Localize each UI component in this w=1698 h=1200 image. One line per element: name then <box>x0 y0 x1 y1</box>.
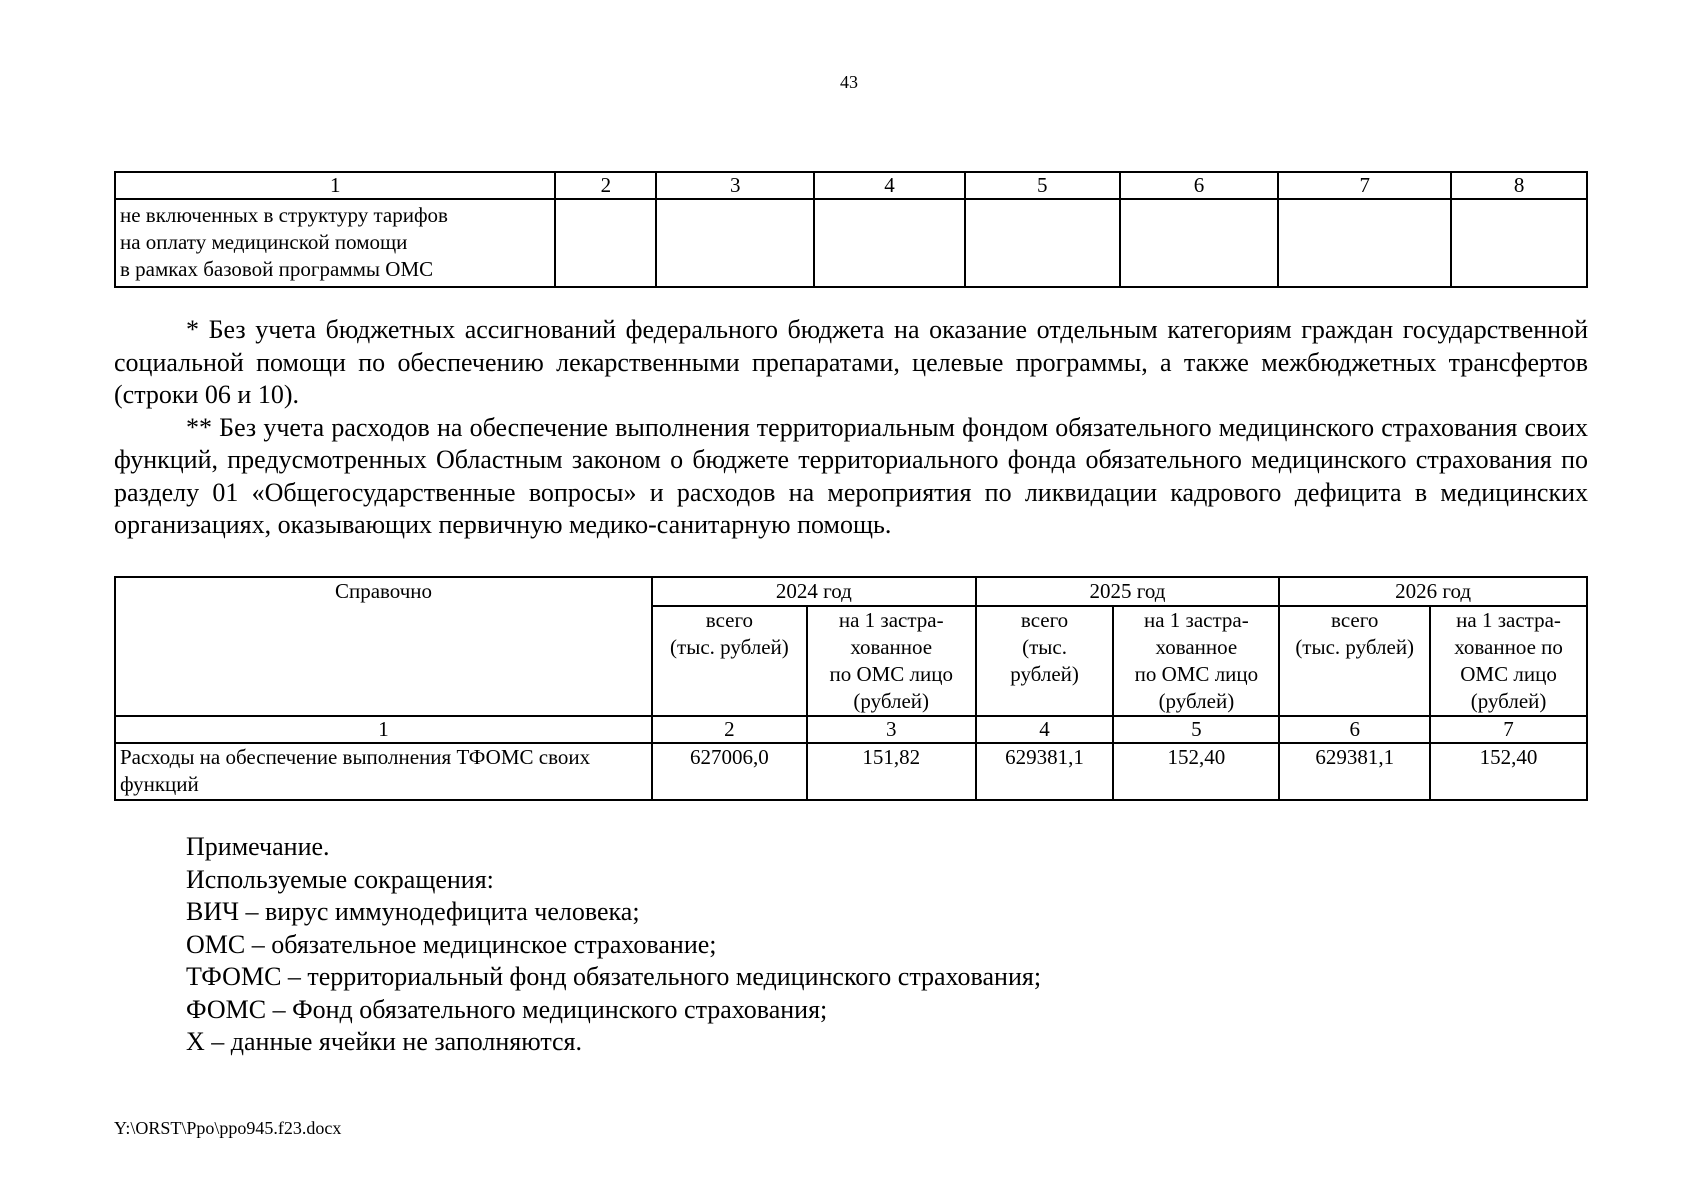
abbreviation-item: ТФОМС – территориальный фонд обязательного медицинского страхования; <box>186 962 1042 991</box>
empty-cell <box>1120 199 1279 287</box>
empty-cell <box>1278 199 1451 287</box>
subheader-per-insured: на 1 застра- хованное по ОМС лицо (рублей) <box>807 606 976 716</box>
value-cell: 152,40 <box>1430 743 1587 800</box>
value-cell: 627006,0 <box>652 743 807 800</box>
column-index-row <box>115 716 1587 743</box>
file-path: Y:\ORST\Ppo\ppo945.f23.docx <box>114 1118 342 1138</box>
value-cell: 151,82 <box>807 743 976 800</box>
column-index: 3 <box>656 172 814 199</box>
column-index: 5 <box>965 172 1120 199</box>
reference-title: Справочно <box>115 577 652 716</box>
year-header-2026: 2026 год <box>1279 577 1587 606</box>
abbreviation-item: ВИЧ – вирус иммунодефицита человека; <box>186 897 640 926</box>
empty-cell <box>814 199 965 287</box>
column-index: 3 <box>807 716 976 743</box>
empty-cell <box>1451 199 1587 287</box>
subheader-total: всего (тыс. рублей) <box>1279 606 1430 716</box>
column-index: 4 <box>976 716 1114 743</box>
subheader-total: всего (тыс. рублей) <box>976 606 1114 716</box>
column-index: 7 <box>1430 716 1587 743</box>
value-cell: 152,40 <box>1113 743 1279 800</box>
table-row <box>115 743 1587 800</box>
abbreviations-title: Используемые сокращения: <box>186 864 494 894</box>
table-row <box>115 199 1587 287</box>
column-index-row <box>115 172 1587 199</box>
notes-section <box>186 831 1041 1059</box>
column-index: 6 <box>1279 716 1430 743</box>
footnote-double-asterisk: ** Без учета расходов на обеспечение выполнения территориальным фондом обязательного медицинского страхования своих функций, предусмотренных Областным законом о бюджете территориального фонда обязательного медицинского страхования по разделу 01 «Общегосударственные вопросы» и расходов на мероприятия по ликвидации кадрового дефицита в медицинских организациях, оказывающих первичную медико-санитарную помощь. <box>114 412 1588 539</box>
value-cell: 629381,1 <box>976 743 1114 800</box>
footnotes <box>114 314 1588 542</box>
year-header-row <box>115 577 1587 606</box>
empty-cell <box>555 199 656 287</box>
subheader-per-insured: на 1 застра- хованное по ОМС лицо (рублей) <box>1430 606 1587 716</box>
notes-title: Примечание. <box>186 832 330 861</box>
reference-table <box>114 576 1588 801</box>
empty-cell <box>656 199 814 287</box>
column-index: 7 <box>1278 172 1451 199</box>
empty-cell <box>965 199 1120 287</box>
column-index: 2 <box>555 172 656 199</box>
year-header-2025: 2025 год <box>976 577 1280 606</box>
abbreviation-item: ОМС – обязательное медицинское страхование; <box>186 929 717 959</box>
footnote-single-asterisk: * Без учета бюджетных ассигнований федерального бюджета на оказание отдельным категориям граждан государственной социальной помощи по обеспечению лекарственными препаратами, целевые программы, а также межбюджетных трансфертов (строки 06 и 10). <box>114 315 1588 409</box>
column-index: 1 <box>115 716 652 743</box>
column-index: 4 <box>814 172 965 199</box>
value-cell: 629381,1 <box>1279 743 1430 800</box>
abbreviation-item: ФОМС – Фонд обязательного медицинского страхования; <box>186 994 828 1024</box>
column-index: 6 <box>1120 172 1279 199</box>
continued-table <box>114 171 1588 288</box>
column-index: 1 <box>115 172 555 199</box>
row-label: Расходы на обеспечение выполнения ТФОМС своих функций <box>115 743 652 800</box>
abbreviation-item: Х – данные ячейки не заполняются. <box>186 1027 583 1056</box>
row-label: не включенных в структуру тарифов на оплату медицинской помощи в рамках базовой программы ОМС <box>115 199 555 287</box>
column-index: 2 <box>652 716 807 743</box>
column-index: 5 <box>1113 716 1279 743</box>
page-number: 43 <box>840 72 858 92</box>
subheader-per-insured: на 1 застра- хованное по ОМС лицо (рублей) <box>1113 606 1279 716</box>
year-header-2024: 2024 год <box>652 577 976 606</box>
column-index: 8 <box>1451 172 1587 199</box>
subheader-total: всего (тыс. рублей) <box>652 606 807 716</box>
